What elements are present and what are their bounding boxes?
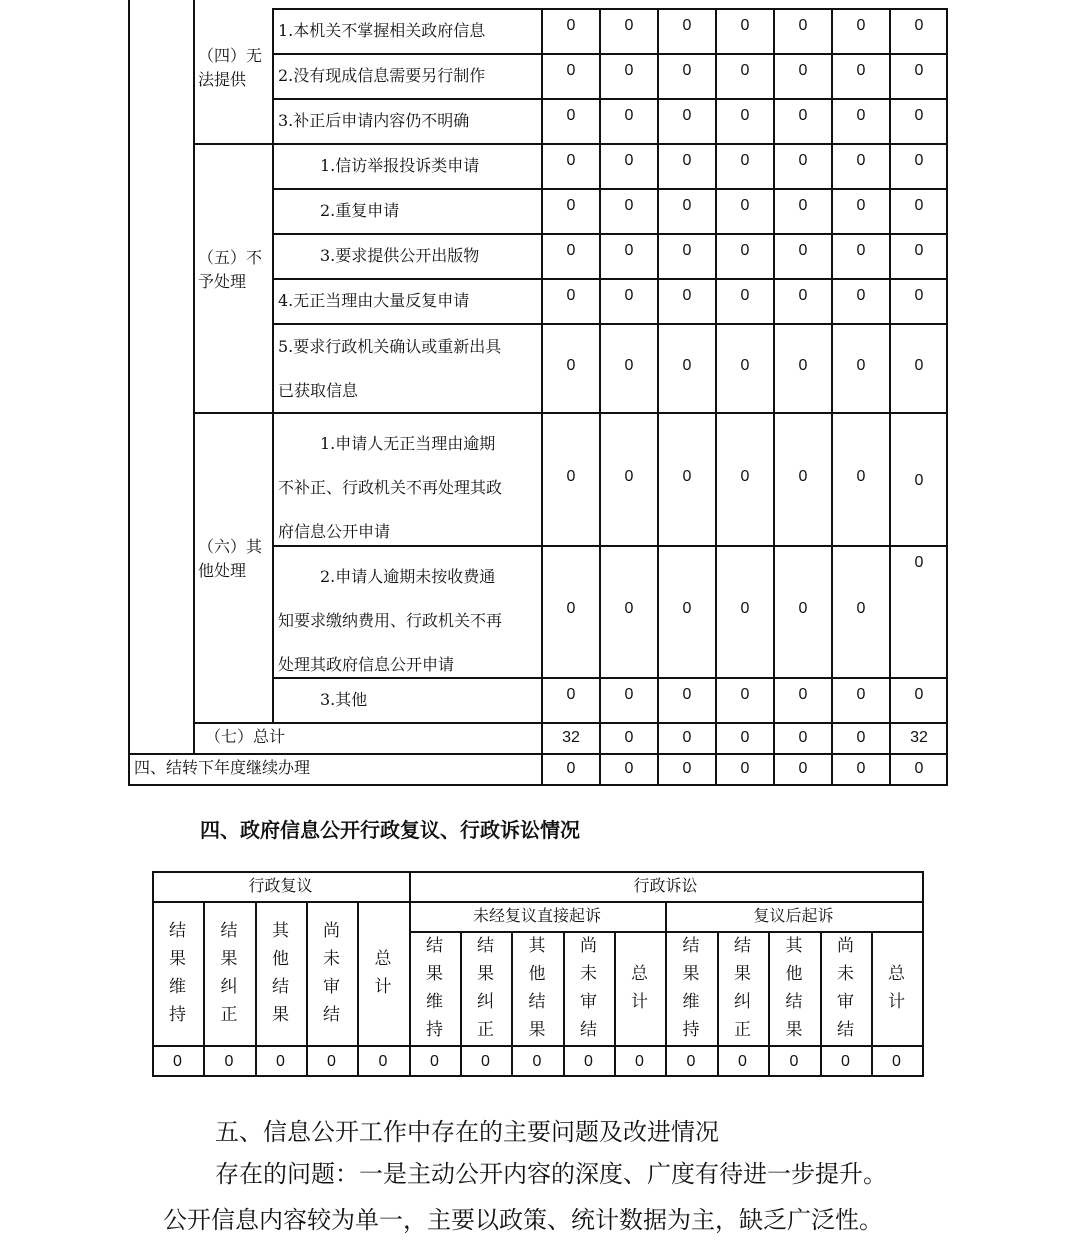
column-header-char: 纠 (220, 977, 238, 997)
cell-value: 0 (798, 62, 808, 79)
cell-value: 0 (481, 1053, 490, 1070)
cell-value: 0 (624, 62, 634, 79)
column-header-char: 他 (528, 964, 546, 984)
column-header-char: 结 (220, 921, 238, 941)
column-header-char: 纠 (477, 992, 494, 1012)
cell-value: 0 (740, 197, 750, 214)
group-label: （五）不 (198, 247, 263, 267)
row-label: 不补正、行政机关不再处理其政 (278, 478, 503, 497)
column-header (306, 917, 357, 1029)
cell-value: 0 (566, 62, 576, 79)
column-header-char: 维 (426, 992, 443, 1012)
column-header-char: 持 (682, 1020, 700, 1040)
cell-value: 0 (682, 467, 692, 485)
column-header-char: 审 (323, 977, 340, 997)
column-header-char: 尚 (837, 936, 854, 956)
cell-value: 0 (624, 686, 634, 703)
column-header-char: 尚 (580, 936, 597, 956)
section5-heading: 五、信息公开工作中存在的主要问题及改进情况 (215, 1118, 719, 1146)
total-value: 0 (624, 729, 634, 746)
cell-value: 0 (914, 471, 924, 489)
cell-value: 0 (566, 197, 576, 214)
cell-value: 0 (566, 17, 576, 34)
column-header (203, 917, 255, 1029)
review-header: 行政复议 (248, 876, 313, 895)
total-label: （七）总计 (205, 727, 286, 746)
column-header-char: 未 (837, 964, 854, 984)
cell-value: 0 (914, 554, 924, 571)
row-label: 知要求缴纳费用、行政机关不再 (278, 611, 503, 630)
cell-value: 0 (914, 62, 924, 79)
cell-value: 0 (740, 152, 750, 169)
cell-value: 0 (740, 62, 750, 79)
cell-value: 0 (566, 356, 576, 374)
cell-value: 0 (173, 1053, 182, 1070)
column-header-char: 其 (272, 921, 289, 941)
column-header-char: 正 (220, 1005, 238, 1025)
column-header (768, 932, 820, 1044)
cell-value: 0 (624, 197, 634, 214)
cell-value: 0 (682, 17, 692, 34)
table-rule (922, 871, 924, 1077)
column-header-char: 其 (528, 936, 546, 956)
cell-value: 0 (532, 1053, 542, 1070)
column-header (357, 945, 409, 1001)
column-header (717, 932, 768, 1044)
column-header (409, 932, 460, 1044)
column-header (255, 917, 306, 1029)
column-header-char: 结 (477, 936, 494, 956)
row-label: 4.无正当理由大量反复申请 (278, 291, 470, 310)
column-header-char: 维 (169, 977, 186, 997)
row-label: 3.要求提供公开出版物 (320, 246, 480, 265)
cell-value: 0 (624, 287, 634, 304)
column-header-char: 正 (477, 1020, 494, 1040)
row-label: 府信息公开申请 (278, 522, 391, 541)
column-header-char: 果 (220, 949, 238, 969)
cell-value: 0 (914, 287, 924, 304)
column-header-char: 结 (272, 977, 289, 997)
direct-suit-header: 未经复议直接起诉 (472, 906, 601, 925)
cell-value: 0 (914, 356, 924, 374)
row-label: 5.要求行政机关确认或重新出具 (278, 337, 502, 356)
cell-value: 0 (856, 467, 866, 485)
cell-value: 0 (798, 356, 808, 374)
column-header-char: 他 (272, 949, 289, 969)
column-header-char: 未 (580, 964, 597, 984)
carryover-label: 四、结转下年度继续办理 (134, 758, 311, 777)
cell-value: 0 (682, 356, 692, 374)
group-label: 予处理 (198, 271, 247, 291)
cell-value: 0 (682, 197, 692, 214)
cell-value: 0 (276, 1053, 285, 1070)
column-header (871, 960, 922, 1016)
cell-value: 0 (841, 1053, 850, 1070)
column-header-char: 他 (785, 964, 803, 984)
row-label: 1.信访举报投诉类申请 (320, 156, 480, 175)
cell-value: 0 (798, 287, 808, 304)
cell-value: 0 (566, 467, 576, 485)
column-header-char: 持 (169, 1005, 186, 1025)
cell-value: 0 (740, 242, 750, 259)
column-header-char: 维 (682, 992, 700, 1012)
carryover-value: 0 (856, 760, 866, 777)
cell-value: 0 (327, 1053, 336, 1070)
column-header-char: 果 (682, 964, 700, 984)
total-value: 32 (562, 729, 580, 746)
carryover-value: 0 (682, 760, 692, 777)
cell-value: 0 (856, 356, 866, 374)
row-label: 3.补正后申请内容仍不明确 (278, 111, 470, 130)
cell-value: 0 (740, 600, 750, 617)
table-rule (152, 901, 924, 903)
group-label: 他处理 (198, 561, 247, 580)
column-header-char: 正 (734, 1020, 751, 1040)
row-label: 3.其他 (320, 690, 368, 709)
cell-value: 0 (686, 1053, 696, 1070)
column-header-char: 果 (272, 1005, 289, 1025)
cell-value: 0 (566, 107, 576, 124)
cell-value: 0 (892, 1053, 901, 1070)
column-header-char: 计 (631, 992, 648, 1012)
column-header-char: 结 (837, 1020, 854, 1040)
cell-value: 0 (798, 467, 808, 485)
row-label: 2.重复申请 (320, 201, 400, 220)
cell-value: 0 (738, 1053, 747, 1070)
cell-value: 0 (856, 242, 866, 259)
cell-value: 0 (856, 600, 866, 617)
cell-value: 0 (682, 287, 692, 304)
table-rule (152, 871, 924, 873)
cell-value: 0 (682, 62, 692, 79)
cell-value: 0 (624, 107, 634, 124)
cell-value: 0 (798, 17, 808, 34)
column-header-char: 果 (734, 964, 751, 984)
cell-value: 0 (740, 356, 750, 374)
cell-value: 0 (856, 686, 866, 703)
cell-value: 0 (856, 17, 866, 34)
cell-value: 0 (856, 107, 866, 124)
column-header-char: 果 (785, 1020, 803, 1040)
cell-value: 0 (798, 197, 808, 214)
cell-value: 0 (635, 1053, 644, 1070)
cell-value: 0 (682, 107, 692, 124)
cell-value: 0 (624, 600, 634, 617)
column-header (665, 932, 717, 1044)
total-value: 0 (856, 729, 866, 746)
cell-value: 0 (856, 287, 866, 304)
row-label: 处理其政府信息公开申请 (278, 655, 455, 674)
column-header-char: 结 (682, 936, 700, 956)
row-label: 1.本机关不掌握相关政府信息 (278, 21, 486, 40)
column-header-char: 果 (528, 1020, 546, 1040)
cell-value: 0 (566, 242, 576, 259)
column-header (563, 932, 614, 1044)
cell-value: 0 (566, 152, 576, 169)
carryover-value: 0 (624, 760, 634, 777)
section4-heading: 四、政府信息公开行政复议、行政诉讼情况 (200, 818, 580, 842)
row-label: 已获取信息 (278, 381, 359, 400)
cell-value: 0 (624, 356, 634, 374)
column-header-char: 果 (426, 964, 443, 984)
group-label: 法提供 (198, 69, 247, 89)
cell-value: 0 (914, 17, 924, 34)
cell-value: 0 (682, 242, 692, 259)
cell-value: 0 (566, 686, 576, 703)
cell-value: 0 (224, 1053, 234, 1070)
total-value: 0 (740, 729, 750, 746)
total-value: 0 (798, 729, 808, 746)
row-label: 2.没有现成信息需要另行制作 (278, 66, 486, 85)
column-header-char: 纠 (734, 992, 751, 1012)
column-header-char: 计 (888, 992, 905, 1012)
column-header-char: 审 (580, 992, 597, 1012)
table-rule (152, 1045, 924, 1047)
cell-value: 0 (566, 600, 576, 617)
cell-value: 0 (624, 152, 634, 169)
cell-value: 0 (798, 242, 808, 259)
group-label: （六）其 (198, 537, 263, 556)
column-header-char: 计 (374, 977, 392, 997)
column-header (511, 932, 563, 1044)
column-header (460, 932, 511, 1044)
cell-value: 0 (624, 242, 634, 259)
cell-value: 0 (624, 17, 634, 34)
total-value: 0 (682, 729, 692, 746)
carryover-value: 0 (740, 760, 750, 777)
column-header-char: 结 (426, 936, 443, 956)
cell-value: 0 (914, 197, 924, 214)
cell-value: 0 (856, 62, 866, 79)
cell-value: 0 (624, 467, 634, 485)
column-header-char: 结 (734, 936, 751, 956)
cell-value: 0 (914, 242, 924, 259)
cell-value: 0 (740, 107, 750, 124)
total-value: 32 (910, 729, 928, 746)
carryover-value: 0 (914, 760, 924, 777)
cell-value: 0 (430, 1053, 439, 1070)
column-header-char: 总 (631, 964, 648, 984)
cell-value: 0 (740, 686, 750, 703)
group-label: （四）无 (198, 45, 263, 65)
cell-value: 0 (682, 686, 692, 703)
carryover-value: 0 (798, 760, 808, 777)
table-rule (152, 1075, 924, 1077)
column-header-char: 结 (169, 921, 186, 941)
cell-value: 0 (914, 686, 924, 703)
section5-paragraph-line1: 存在的问题：一是主动公开内容的深度、广度有待进一步提升。 (215, 1160, 887, 1188)
row-label: 1.申请人无正当理由逾期 (320, 434, 496, 453)
cell-value: 0 (856, 197, 866, 214)
cell-value: 0 (789, 1053, 799, 1070)
cell-value: 0 (682, 600, 692, 617)
column-header (152, 917, 203, 1029)
column-header-char: 持 (426, 1020, 443, 1040)
cell-value: 0 (914, 152, 924, 169)
section5-paragraph-line2: 公开信息内容较为单一，主要以政策、统计数据为主，缺乏广泛性。 (163, 1206, 883, 1234)
cell-value: 0 (798, 107, 808, 124)
column-header-char: 尚 (323, 921, 340, 941)
litigation-header: 行政诉讼 (633, 876, 698, 895)
column-header-char: 结 (580, 1020, 597, 1040)
column-header-char: 其 (785, 936, 803, 956)
cell-value: 0 (798, 600, 808, 617)
row-label: 2.申请人逾期未按收费通 (320, 567, 496, 586)
cell-value: 0 (740, 17, 750, 34)
column-header-char: 总 (374, 949, 392, 969)
column-header-char: 结 (785, 992, 803, 1012)
column-header-char: 果 (169, 949, 186, 969)
carryover-value: 0 (566, 760, 576, 777)
column-header-char: 未 (323, 949, 340, 969)
column-header-char: 审 (837, 992, 854, 1012)
cell-value: 0 (856, 152, 866, 169)
column-header-char: 结 (528, 992, 546, 1012)
cell-value: 0 (682, 152, 692, 169)
column-header-char: 结 (323, 1005, 340, 1025)
cell-value: 0 (740, 467, 750, 485)
cell-value: 0 (914, 107, 924, 124)
cell-value: 0 (798, 686, 808, 703)
after-review-header: 复议后起诉 (753, 906, 834, 925)
cell-value: 0 (584, 1053, 593, 1070)
cell-value: 0 (798, 152, 808, 169)
column-header (614, 960, 665, 1016)
cell-value: 0 (566, 287, 576, 304)
cell-value: 0 (378, 1053, 388, 1070)
column-header-char: 果 (477, 964, 494, 984)
column-header-char: 总 (888, 964, 905, 984)
cell-value: 0 (740, 287, 750, 304)
column-header (820, 932, 871, 1044)
